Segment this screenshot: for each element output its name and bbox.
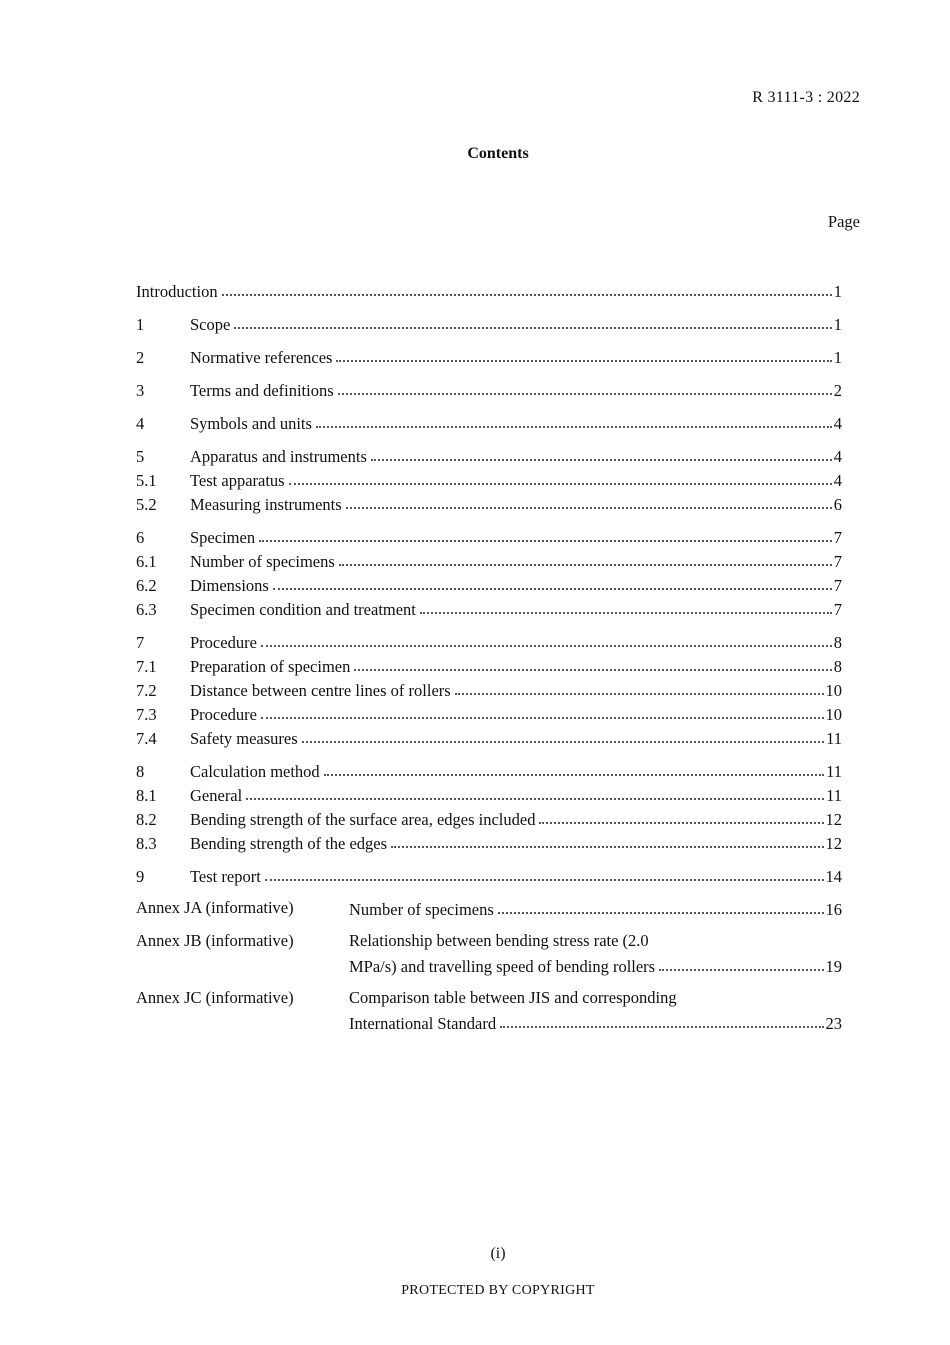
dot-leader: [420, 612, 832, 614]
toc-entry-page: 7: [833, 528, 842, 547]
dot-leader: [265, 879, 824, 881]
toc-entry-label: Bending strength of the edges: [190, 834, 388, 853]
toc-annexes: [136, 896, 842, 1034]
dot-leader: [500, 1026, 823, 1028]
toc-entry-page: 8: [833, 657, 842, 676]
toc-entry-number: 6: [136, 528, 145, 547]
toc-entry-page: 7: [833, 576, 842, 595]
dot-leader: [261, 645, 832, 647]
annex-title: [349, 986, 842, 1034]
dot-leader: [659, 969, 823, 971]
toc-entry[interactable]: [136, 653, 842, 677]
annex-title-line: Comparison table between JIS and corresponding: [349, 988, 677, 1007]
toc-entry-number: 4: [136, 414, 145, 433]
toc-entry-label: Dimensions: [190, 576, 269, 595]
annex-title-last-line: [349, 1010, 842, 1034]
annex-title-last-line: [349, 896, 842, 920]
toc-entry-page: 2: [833, 381, 842, 400]
dot-leader: [316, 426, 832, 428]
toc-entry-label: Introduction: [136, 282, 218, 301]
toc-entry-introduction[interactable]: [136, 278, 842, 302]
dot-leader: [339, 564, 832, 566]
page-folio: (i): [490, 1245, 506, 1262]
toc-entry-label: Bending strength of the surface area, edges included: [190, 810, 536, 829]
dot-leader: [324, 774, 824, 776]
toc-entry-label: Apparatus and instruments: [190, 447, 367, 466]
toc-entry-number: 5.1: [136, 471, 157, 490]
toc-entry-number: 7.1: [136, 657, 157, 676]
toc-entry[interactable]: [136, 377, 842, 401]
toc-entry-label: Distance between centre lines of rollers: [190, 681, 451, 700]
toc-entry-number: 6.2: [136, 576, 157, 595]
toc-entry-page: 12: [825, 834, 842, 853]
toc-entry[interactable]: [136, 782, 842, 806]
toc-entry[interactable]: [136, 344, 842, 368]
table-of-contents: [136, 278, 842, 1043]
dot-leader: [371, 459, 832, 461]
annex-entry[interactable]: [136, 986, 842, 1034]
toc-entry[interactable]: [136, 677, 842, 701]
toc-entry-page: 23: [825, 1014, 842, 1033]
annex-title-last-line: [349, 953, 842, 977]
toc-entry-page: 6: [833, 495, 842, 514]
toc-entry[interactable]: [136, 467, 842, 491]
toc-entry-number: 1: [136, 315, 145, 334]
dot-leader: [289, 483, 832, 485]
dot-leader: [391, 846, 823, 848]
toc-entry-page: 7: [833, 552, 842, 571]
toc-entry-number: 8.3: [136, 834, 157, 853]
toc-entry[interactable]: [136, 311, 842, 335]
dot-leader: [234, 327, 831, 329]
toc-entry-page: 14: [825, 867, 842, 886]
dot-leader: [222, 294, 832, 296]
toc-entry-label: Procedure: [190, 705, 257, 724]
toc-entry-label: Normative references: [190, 348, 333, 367]
dot-leader: [259, 540, 832, 542]
toc-entry-page: 4: [833, 447, 842, 466]
toc-group-introduction: [136, 278, 842, 302]
toc-entry[interactable]: [136, 701, 842, 725]
toc-entry-number: 8.1: [136, 786, 157, 805]
toc-entry-label: Procedure: [190, 633, 257, 652]
annex-entry[interactable]: [136, 929, 842, 977]
toc-entry-label: Measuring instruments: [190, 495, 342, 514]
annex-title-line: Number of specimens: [349, 900, 494, 919]
toc-entry-label: Number of specimens: [190, 552, 335, 571]
toc-group: [136, 758, 842, 854]
toc-entry-number: 5: [136, 447, 145, 466]
toc-entry-label: Calculation method: [190, 762, 320, 781]
dot-leader: [336, 360, 831, 362]
annex-label: Annex JC (informative): [136, 988, 294, 1007]
toc-entry-page: 8: [833, 633, 842, 652]
toc-entry-label: Scope: [190, 315, 231, 334]
annex-label: Annex JA (informative): [136, 898, 294, 917]
toc-entry-page: 1: [833, 348, 842, 367]
toc-entry-number: 6.1: [136, 552, 157, 571]
dot-leader: [273, 588, 832, 590]
dot-leader: [455, 693, 824, 695]
toc-group: [136, 377, 842, 401]
dot-leader: [346, 507, 832, 509]
annex-title: [349, 929, 842, 977]
toc-entry[interactable]: [136, 524, 842, 548]
document-id: R 3111-3 : 2022: [752, 89, 860, 106]
toc-entry-number: 7: [136, 633, 145, 652]
toc-entry-page: 1: [833, 315, 842, 334]
annex-title-line: MPa/s) and travelling speed of bending rollers: [349, 957, 656, 976]
toc-entry-label: Test report: [190, 867, 261, 886]
toc-entry-page: 16: [825, 900, 842, 919]
toc-entry-number: 7.2: [136, 681, 157, 700]
toc-group: [136, 863, 842, 887]
dot-leader: [302, 741, 824, 743]
copyright-notice: PROTECTED BY COPYRIGHT: [401, 1283, 595, 1298]
toc-entry-page: 11: [826, 729, 842, 748]
toc-entry-page: 4: [833, 471, 842, 490]
toc-entry-page: 4: [833, 414, 842, 433]
annex-title-line: International Standard: [349, 1014, 497, 1033]
toc-entry[interactable]: [136, 443, 842, 467]
toc-entry-label: General: [190, 786, 243, 805]
toc-group: [136, 443, 842, 515]
annex-label: Annex JB (informative): [136, 931, 294, 950]
toc-entry[interactable]: [136, 629, 842, 653]
toc-entry-number: 7.3: [136, 705, 157, 724]
toc-entry[interactable]: [136, 596, 842, 620]
toc-entry-page: 10: [825, 681, 842, 700]
toc-entry-label: Safety measures: [190, 729, 298, 748]
toc-entry-number: 6.3: [136, 600, 157, 619]
dot-leader: [261, 717, 824, 719]
toc-group: [136, 629, 842, 749]
page-title: Contents: [467, 145, 529, 162]
toc-group: [136, 524, 842, 620]
annex-title-line: Relationship between bending stress rate (2.0: [349, 931, 649, 950]
toc-sections: [136, 311, 842, 887]
toc-group: [136, 344, 842, 368]
toc-entry[interactable]: [136, 548, 842, 572]
toc-entry-label: Terms and definitions: [190, 381, 334, 400]
page-column-label: Page: [827, 212, 860, 231]
dot-leader: [539, 822, 823, 824]
toc-entry-number: 8.2: [136, 810, 157, 829]
toc-entry-page: 10: [825, 705, 842, 724]
toc-entry-label: Symbols and units: [190, 414, 312, 433]
toc-entry[interactable]: [136, 410, 842, 434]
toc-entry-page: 12: [825, 810, 842, 829]
toc-entry-page: 11: [826, 762, 842, 781]
dot-leader: [246, 798, 824, 800]
toc-entry-page: 1: [833, 282, 842, 301]
toc-entry[interactable]: [136, 572, 842, 596]
toc-entry[interactable]: [136, 806, 842, 830]
toc-group: [136, 311, 842, 335]
toc-entry[interactable]: [136, 491, 842, 515]
toc-entry-label: Preparation of specimen: [190, 657, 351, 676]
toc-entry[interactable]: [136, 830, 842, 854]
toc-entry-page: 7: [833, 600, 842, 619]
toc-entry-page: 11: [826, 786, 842, 805]
toc-entry-number: 3: [136, 381, 145, 400]
toc-entry-label: Specimen: [190, 528, 256, 547]
toc-entry-page: 19: [825, 957, 842, 976]
toc-entry-number: 7.4: [136, 729, 157, 748]
dot-leader: [338, 393, 832, 395]
toc-entry[interactable]: [136, 863, 842, 887]
toc-entry-number: 8: [136, 762, 145, 781]
toc-entry[interactable]: [136, 758, 842, 782]
toc-entry-label: Specimen condition and treatment: [190, 600, 416, 619]
toc-group: [136, 410, 842, 434]
toc-entry[interactable]: [136, 725, 842, 749]
annex-title: [349, 896, 842, 920]
toc-entry-number: 9: [136, 867, 145, 886]
toc-entry-label: Test apparatus: [190, 471, 285, 490]
dot-leader: [498, 912, 824, 914]
toc-entry-number: 2: [136, 348, 145, 367]
annex-entry[interactable]: [136, 896, 842, 920]
toc-entry-number: 5.2: [136, 495, 157, 514]
dot-leader: [354, 669, 831, 671]
